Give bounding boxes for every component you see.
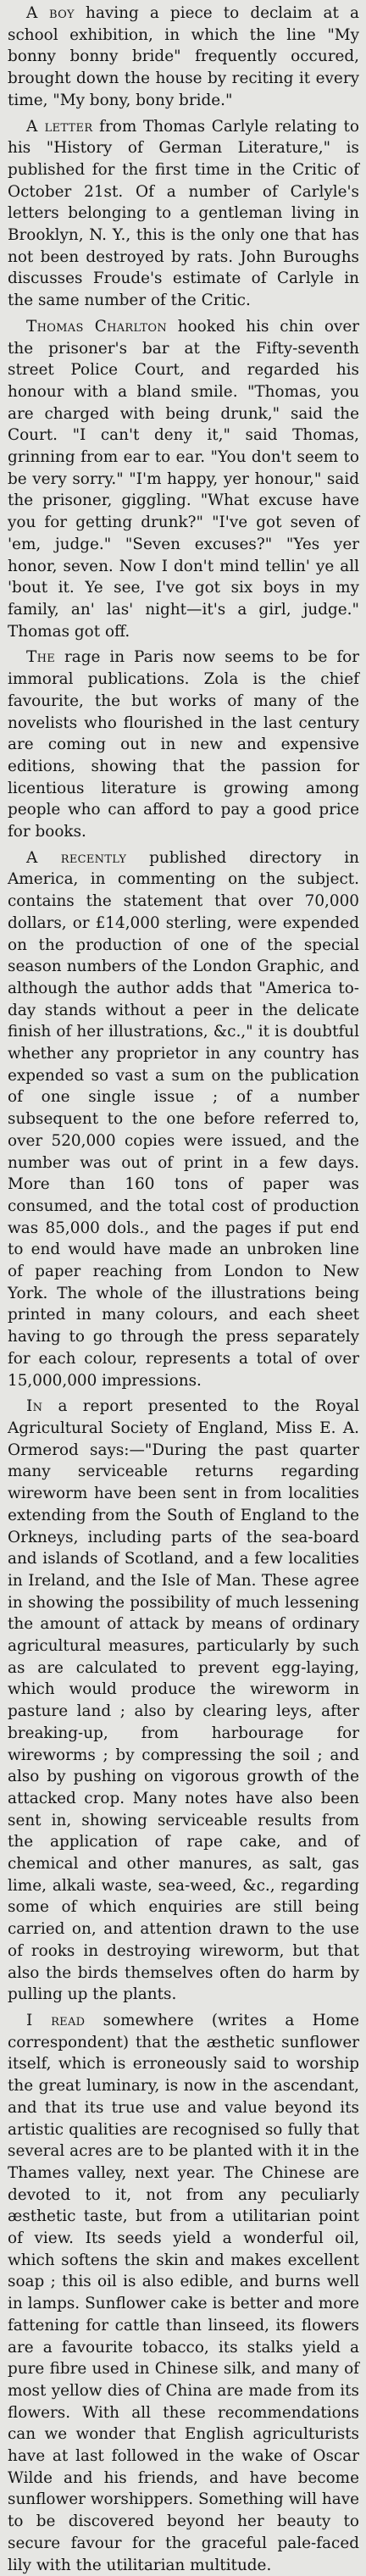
paragraph-body: rage in Paris now seems to be for immoral publications. Zola is the chief favourite, the but works of many of the novelists who flourished in the last century are coming out in new and expensive editions, showing that the passion for licentious literature is growing among people who can afford to pay a good price for books.	[8, 648, 359, 841]
paragraph-body: published directory in America, in commenting on the subject. contains the statement that over 70,000 dollars, or £14,000 sterling, were expended on the production of one of the special season numbers of the London Graphic, and although the author adds that "America to-day stands without a peer in the delicate finish of her illustrations, &c.," it is doubtful whether any proprietor in any country has expended so vast a sum on the publication of one single issue ; of a number subsequent to the one before referred to, over 520,000 copies were issued, and the number was out of print in a few days. More than 160 tons of paper was consumed, and the total cost of production was 85,000 dols., and the pages if put end to end would have made an unbroken line of paper reaching from London to New York. The whole of the illustrations being printed in many colours, and each sheet having to go through the press separately for each colour, represents a total of over 15,000,000 impressions.	[8, 848, 359, 1390]
paragraph-boy-declaim	[8, 3, 359, 112]
paragraph-thomas-charlton	[8, 316, 359, 643]
paragraph-american-directory	[8, 847, 359, 1392]
paragraph-body: hooked his chin over the prisoner's bar at the Fifty-seventh street Police Court, and regarded his honour with a bland smile. "Thomas, you are charged with being drunk," said the Court. "I can't deny it," said Thomas, grinning from ear to ear. "You don't seem to be very sorry." "I'm happy, yer honour," said the prisoner, giggling. "What excuse have you for getting drunk?" "I've got seven of 'em, judge." "Seven excuses?" "Yes yer honor, seven. Now I don't mind tellin' ye all 'bout it. Ye see, I've got six boys in my family, an' las' night—it's a girl, judge." Thomas got off.	[8, 317, 360, 641]
lead-word: I read	[26, 2011, 86, 2029]
paragraph-paris-publications	[8, 647, 359, 842]
paragraph-carlyle-letter	[8, 116, 359, 312]
paragraph-body: from Thomas Carlyle relating to his "History of German Literature," is published for the first time in the Critic of October 21st. Of a number of Carlyle's letters belonging to a gentleman living in Brooklyn, N. Y., this is the only one that has not been destroyed by rats. John Buroughs discusses Froude's estimate of Carlyle in the same number of the Critic.	[8, 117, 359, 310]
paragraph-wireworm-report	[8, 1396, 359, 2006]
paragraph-body: having a piece to declaim at a school exhibition, in which the line "My bonny bonny bride" frequently occured, brought down the house by reciting it every time, "My bony, bony bride."	[8, 4, 359, 109]
lead-word: A letter	[26, 117, 93, 136]
lead-word: A recently	[26, 848, 127, 867]
lead-word: A boy	[26, 4, 75, 22]
paragraph-body: a report presented to the Royal Agricultural Society of England, Miss E. A. Ormerod says:—"During the past quarter many serviceable returns regarding wireworm have been sent in from localities extending from the South of England to the Orkneys, including parts of the sea-board and islands of Scotland, and a few localities in Ireland, and the Isle of Man. These agree in showing the possibility of much lessening the amount of attack by means of ordinary agricultural measures, particularly by such as are calculated to prevent egg-laying, which would produce the wireworm in pasture land ; also by clearing leys, after breaking-up, from harbourage for wireworms ; by compressing the soil ; and also by pushing on vigorous growth of the attacked crop. Many notes have also been sent in, showing serviceable results from the application of rape cake, and of chemical and other manures, as salt, gas lime, alkali waste, sea-weed, &c., regarding some of which enquiries are still being carried on, and attention drawn to the use of rooks in destroying wireworm, but that also the birds themselves often do harm by pulling up the plants.	[8, 1397, 359, 2004]
lead-word: In	[26, 1397, 43, 1416]
paragraph-body: somewhere (writes a Home correspondent) that the æsthetic sunflower itself, which is erroneously said to worship the great luminary, is now in the ascendant, and that its true use and value beyond its artistic qualities are recognised so fully that several acres are to be planted with it in the Thames valley, next year. The Chinese are devoted to it, not from any peculiarly æsthetic taste, but from a utilitarian point of view. Its seeds yield a wonderful oil, which softens the skin and makes excellent soap ; this oil is also edible, and burns well in lamps. Sunflower cake is better and more fattening for cattle than linseed, its flowers are a favourite tobacco, its stalks yield a pure fibre used in Chinese silk, and many of most yellow dies of China are made from its flowers. With all these recommendations can we wonder that English agriculturists have at last followed in the wake of Oscar Wilde and his friends, and have become sunflower worshippers. Something will have to be discovered beyond her beauty to secure favour for the graceful pale-faced lily with the utilitarian multitude.	[8, 2011, 359, 2574]
lead-word: Thomas Charlton	[26, 317, 167, 336]
paragraph-sunflower	[8, 2010, 359, 2576]
lead-word: The	[26, 648, 55, 667]
